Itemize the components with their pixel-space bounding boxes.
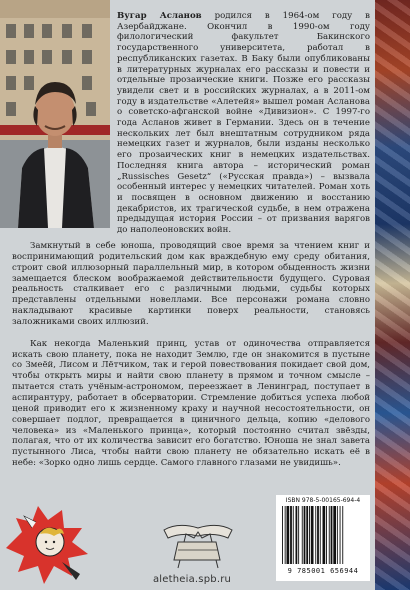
book-annotation <box>12 241 370 469</box>
barcode-bar <box>317 506 319 564</box>
barcode-bar <box>285 506 286 564</box>
barcode-digits: 9 785001 656944 <box>287 567 359 575</box>
barcode-bar <box>306 506 308 564</box>
barcode-bar <box>293 506 294 564</box>
barcode-bar <box>311 506 314 564</box>
barcode-bar <box>287 506 290 564</box>
barcode-bar <box>298 506 299 564</box>
isbn-number: ISBN 978-5-00165-694-4 <box>285 497 361 504</box>
barcode-bar <box>337 506 338 564</box>
barcode-bar <box>326 506 327 564</box>
barcode-bar <box>340 506 341 564</box>
barcode-bars <box>282 506 364 564</box>
barcode-bar <box>315 506 316 564</box>
barcode-bar <box>320 506 321 564</box>
barcode-bar <box>342 506 343 564</box>
barcode-bar <box>296 506 298 564</box>
author-bio <box>117 11 370 236</box>
little-prince-illustration <box>2 488 114 588</box>
barcode-bar <box>290 506 292 564</box>
publisher-url: aletheia.spb.ru <box>152 574 232 585</box>
barcode-bar <box>333 506 336 564</box>
barcode-bar <box>282 506 283 564</box>
front-cover-art-edge <box>375 0 410 590</box>
author-bio-text: родился в 1964-ом году в Азербайджане. Окончил в 1990-ом году филологический факультет Бакинского государственного университета, работал в республиканских газетах. В Баку были опубликованы в литературных журналах его рассказы и повести и отдельные прозаические книги. Позже его рассказы увидели свет и в российских журналах, а в 2011-ом году в издательстве «Алетейя» вышел роман Асланова о советско-афганской войне «Дивизион». С 1997-го года Асланов живет в Германии. Здесь он в течение нескольких лет был внештатным сотрудником ряда немецких газет и журналов, были изданы несколько его прозаических книг в немецких издательствах. Последняя книга автора – исторический роман „Russisches Gesetz“ («Русская правда») – вызвала особенный интерес у немецких читателей. Роман хоть и посвящен в основном движению и восстанию декабристов, их трагической судьбе, в нем отражена предыдущая история России – от призвания варягов до наполеоновских войн. <box>117 11 370 236</box>
barcode-bar <box>302 506 303 564</box>
author-name: Вугар Асланов <box>117 11 202 21</box>
barcode-bar <box>304 506 306 564</box>
isbn-barcode <box>276 495 370 581</box>
barcode-bar <box>309 506 310 564</box>
barcode-bar <box>329 506 330 564</box>
annotation-paragraph-2: Как некогда Маленький принц, устав от одиночества отправляется искать свою планету, пока не находит Землю, где он знакомится в пустыне со Змеёй, Лисом и Лётчиком, так и герой повествования покидает свой дом, чтобы открыть миры и найти свою планету в прямом и точном смысле – пытается стать учёным-астрономом, переезжает в Ленинград, поступает в аспирантуру, работает в обсерватории. Стремление добиться успеха любой ценой приводит его к жизненному краху и научной несостоятельности, он совершает подлог, превращается в циничного дельца, копию «делового человека» из «Маленького принца», который постоянно считал звёзды, полагая, что от их количества зависит его богатство. Юноша не знал завета пустынного Лиса, чтобы найти свою планету не обязательно искать её в небе: «Зорко одно лишь сердце. Самого главного глазами не увидишь». <box>12 338 370 469</box>
author-photo <box>0 0 110 228</box>
annotation-paragraph-1: Замкнутый в себе юноша, проводящий свое время за чтением книг и воспринимающий родительский дом как враждебную ему среду обитания, строит свой иллюзорный параллельный мир, в котором обыденность жизни замещается блеском воображаемой действительности будущего. Суровая реальность сталкивает его с различными людьми, судьбы которых представлены отдельными новеллами. Все персонажи романа словно накладывают красивые картинки поверх реальности, становясь заложниками своих иллюзий. <box>12 241 370 327</box>
publisher-logo <box>158 520 238 570</box>
barcode-bar <box>331 506 333 564</box>
barcode-bar <box>323 506 326 564</box>
